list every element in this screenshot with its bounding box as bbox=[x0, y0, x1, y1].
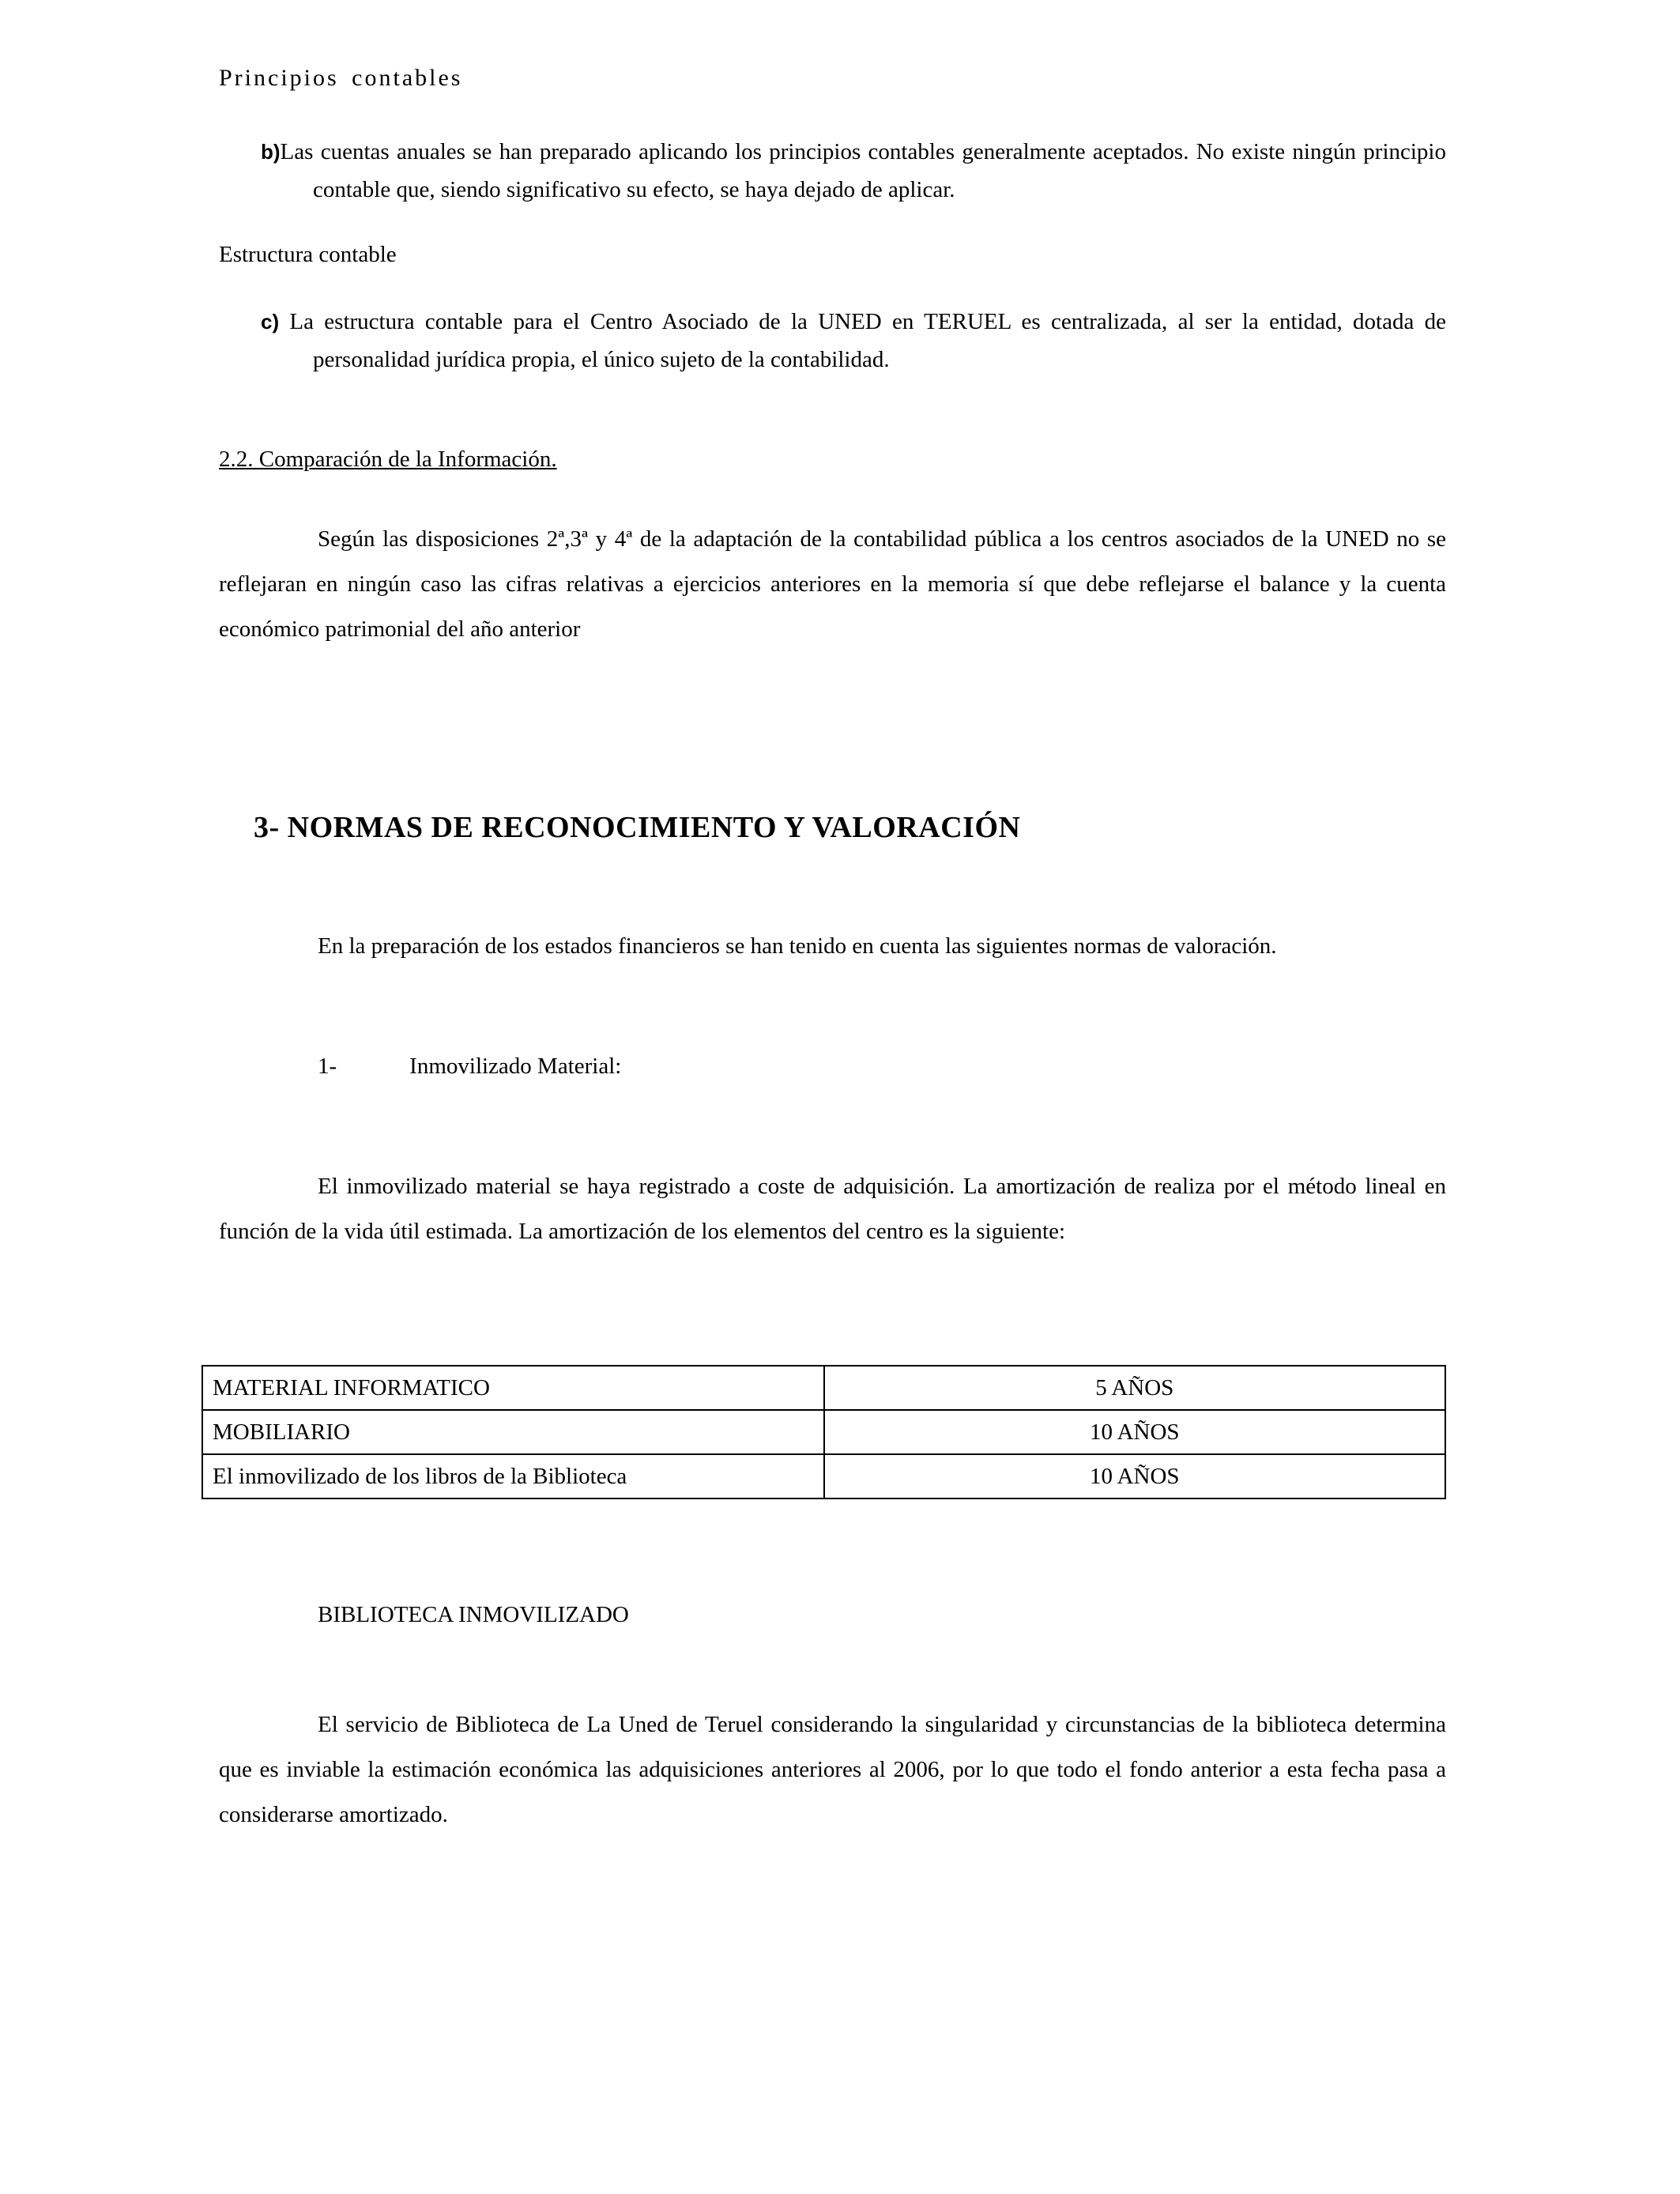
numbered-item-1-number: 1- bbox=[318, 1054, 337, 1079]
table-row bbox=[202, 1366, 1445, 1410]
list-label-b: b) bbox=[261, 140, 281, 164]
paragraph-comparacion: Según las disposiciones 2ª,3ª y 4ª de la adaptación de la contabilidad pública a los centros asociados de la UNED no se reflejaran en ningún caso las cifras relativas a ejercicios anteriores en la memoria sí que debe reflejarse el balance y la cuenta económico patrimonial del año anterior bbox=[219, 526, 1446, 642]
paragraph-biblioteca: El servicio de Biblioteca de La Uned de Teruel considerando la singularidad y circunstancias de la biblioteca determina que es inviable la estimación económica las adquisiciones anteriores al 2006, por lo que todo el fondo anterior a esta fecha pasa a considerarse amortizado. bbox=[219, 1712, 1446, 1827]
numbered-item-1-title: Inmovilizado Material: bbox=[409, 1054, 622, 1079]
table-cell-concept: MOBILIARIO bbox=[202, 1410, 824, 1454]
table-cell-years: 10 AÑOS bbox=[824, 1454, 1446, 1498]
numbered-item-1 bbox=[318, 1044, 1446, 1089]
biblioteca-inmovilizado-heading: BIBLIOTECA INMOVILIZADO bbox=[318, 1602, 629, 1627]
table-row bbox=[202, 1410, 1445, 1454]
list-item-b bbox=[261, 133, 1446, 209]
section-2-2-title: 2.2. Comparación de la Información. bbox=[219, 447, 557, 472]
table-cell-concept: MATERIAL INFORMATICO bbox=[202, 1366, 824, 1410]
list-item-c bbox=[261, 303, 1446, 379]
table-row bbox=[202, 1454, 1445, 1498]
estructura-contable-heading: Estructura contable bbox=[219, 242, 397, 267]
section-3-title: 3- NORMAS DE RECONOCIMIENTO Y VALORACIÓN bbox=[254, 811, 1021, 844]
paragraph-preparacion: En la preparación de los estados financieros se han tenido en cuenta las siguientes normas de valoración. bbox=[318, 933, 1277, 959]
list-label-c: c) bbox=[261, 310, 280, 334]
table-cell-concept: El inmovilizado de los libros de la Biblioteca bbox=[202, 1454, 824, 1498]
page-header-title: Principios contables bbox=[219, 65, 463, 91]
amortization-table bbox=[202, 1365, 1446, 1499]
table-cell-years: 5 AÑOS bbox=[824, 1366, 1446, 1410]
list-item-c-text: La estructura contable para el Centro Asociado de la UNED en TERUEL es centralizada, al ser la entidad, dotada de personalidad jurídica propia, el único sujeto de la contabilidad. bbox=[289, 309, 1446, 372]
paragraph-inmovilizado: El inmovilizado material se haya registrado a coste de adquisición. La amortización de realiza por el método lineal en función de la vida útil estimada. La amortización de los elementos del centro es la siguiente: bbox=[219, 1174, 1446, 1244]
table-cell-years: 10 AÑOS bbox=[824, 1410, 1446, 1454]
list-item-b-text: Las cuentas anuales se han preparado aplicando los principios contables generalmente aceptados. No existe ningún principio contable que, siendo significativo su efecto, se haya dejado de aplicar. bbox=[280, 139, 1446, 202]
